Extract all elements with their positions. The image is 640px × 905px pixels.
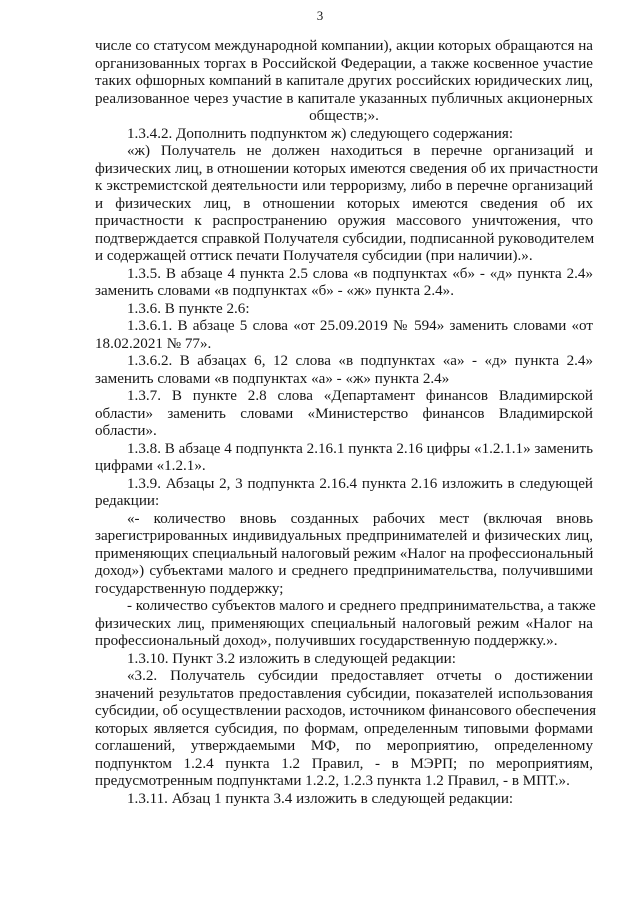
text-line: 18.02.2021 № 77». <box>95 335 212 352</box>
text-line: 1.3.9. Абзацы 2, 3 подпункта 2.16.4 пункта 2.16 изложить в следующей <box>127 475 593 492</box>
text-line: и физических лиц, в отношении которых имеются сведения об их <box>95 195 593 212</box>
text-line: субсидии, об осуществлении расходов, источником финансового обеспечения <box>95 703 597 719</box>
text-line: обществ;». <box>309 108 379 124</box>
text-line: соглашений, утверждаемыми МФ, по мероприятию, определенному <box>95 738 593 754</box>
text-line: - количество субъектов малого и среднего предпринимательства, а также <box>127 598 596 614</box>
text-line: 1.3.4.2. Дополнить подпунктом ж) следующего содержания: <box>127 125 514 142</box>
text-line: которых является субсидия, по формам, определенным типовыми формами <box>95 720 593 737</box>
text-line: области». <box>95 423 157 439</box>
text-line: заменить словами «в подпунктах «б» - «ж» пункта 2.4». <box>95 283 454 299</box>
text-line: 1.3.10. Пункт 3.2 изложить в следующей редакции: <box>127 650 456 667</box>
text-line: «- количество вновь созданных рабочих мест (включая вновь <box>127 510 593 527</box>
text-line: государственную поддержку; <box>95 580 284 597</box>
page-number: 3 <box>316 8 324 23</box>
text-line: подпунктом 1.2.4 пункта 1.2 Правил, - в МЭРП; по мероприятиям, <box>95 755 593 772</box>
text-line: предусмотренным подпунктами 1.2.2, 1.2.3 пункта 1.2 Правил, - в МПТ.». <box>95 773 570 789</box>
paragraph <box>95 651 593 669</box>
paragraph <box>95 301 593 319</box>
text-line: подтверждается справкой Получателя субсидии, подписанной руководителем <box>95 230 595 247</box>
text-line: доход») субъектами малого и среднего предпринимательства, получившими <box>95 563 593 579</box>
text-line: физических лиц, применяющих специальный налоговый режим «Налог на <box>95 615 593 632</box>
paragraph <box>95 598 596 651</box>
text-line: организованных торгах в Российской Федерации, а также косвенное участие <box>95 55 593 72</box>
paragraph <box>95 353 593 388</box>
paragraph <box>95 441 593 476</box>
paragraph <box>95 791 593 809</box>
paragraph <box>95 511 593 599</box>
paragraph <box>95 266 593 301</box>
paragraph <box>95 38 593 126</box>
text-line: к экстремистской деятельности или терроризму, либо в перечне организаций <box>95 178 593 194</box>
paragraph <box>95 126 593 144</box>
text-line: «3.2. Получатель субсидии предоставляет отчеты о достижении <box>127 668 593 684</box>
text-line: 1.3.6.1. В абзаце 5 слова «от 25.09.2019 № 594» заменить словами «от <box>127 318 593 334</box>
text-line: 1.3.5. В абзаце 4 пункта 2.5 слова «в подпунктах «б» - «д» пункта 2.4» <box>127 265 593 282</box>
text-line: редакции: <box>95 493 160 509</box>
text-line: 1.3.7. В пункте 2.8 слова «Департамент финансов Владимирской <box>127 388 593 404</box>
text-line: 1.3.6. В пункте 2.6: <box>127 300 250 317</box>
text-line: профессиональный доход», получивших государственную поддержку.». <box>95 633 558 649</box>
text-line: области» заменить словами «Министерство финансов Владимирской <box>95 405 593 422</box>
text-line: цифрами «1.2.1». <box>95 458 206 474</box>
text-line: «ж) Получатель не должен находиться в перечне организаций и <box>127 143 593 159</box>
text-line: заменить словами «в подпунктах «а» - «ж» пункта 2.4» <box>95 370 450 387</box>
text-line: физических лиц, в отношении которых имеются сведения об их причастности <box>95 160 599 177</box>
text-line: числе со статусом международной компании), акции которых обращаются на <box>95 38 593 54</box>
paragraph <box>95 668 597 791</box>
paragraph <box>95 318 593 353</box>
text-line: причастности к распространению оружия массового уничтожения, что <box>95 213 593 229</box>
text-line: и содержащей оттиск печати Получателя субсидии (при наличии).». <box>95 248 533 264</box>
text-line: зарегистрированных индивидуальных предпринимателей и физических лиц, <box>95 528 593 544</box>
text-line: 1.3.6.2. В абзацах 6, 12 слова «в подпунктах «а» - «д» пункта 2.4» <box>127 353 593 369</box>
text-line: таких офшорных компаний в капитале других российских юридических лиц, <box>95 73 593 89</box>
paragraph <box>95 388 593 441</box>
text-line: применяющих специальный налоговый режим «Налог на профессиональный <box>95 545 594 562</box>
paragraph <box>95 143 599 266</box>
text-line: 1.3.8. В абзаце 4 подпункта 2.16.1 пункта 2.16 цифры «1.2.1.1» заменить <box>127 440 593 457</box>
text-line: значений результатов предоставления субсидии, показателей использования <box>95 685 593 702</box>
document-body <box>95 38 599 808</box>
text-line: реализованное через участие в капитале указанных публичных акционерных <box>95 90 593 107</box>
paragraph <box>95 476 593 511</box>
text-line: 1.3.11. Абзац 1 пункта 3.4 изложить в следующей редакции: <box>127 790 514 807</box>
